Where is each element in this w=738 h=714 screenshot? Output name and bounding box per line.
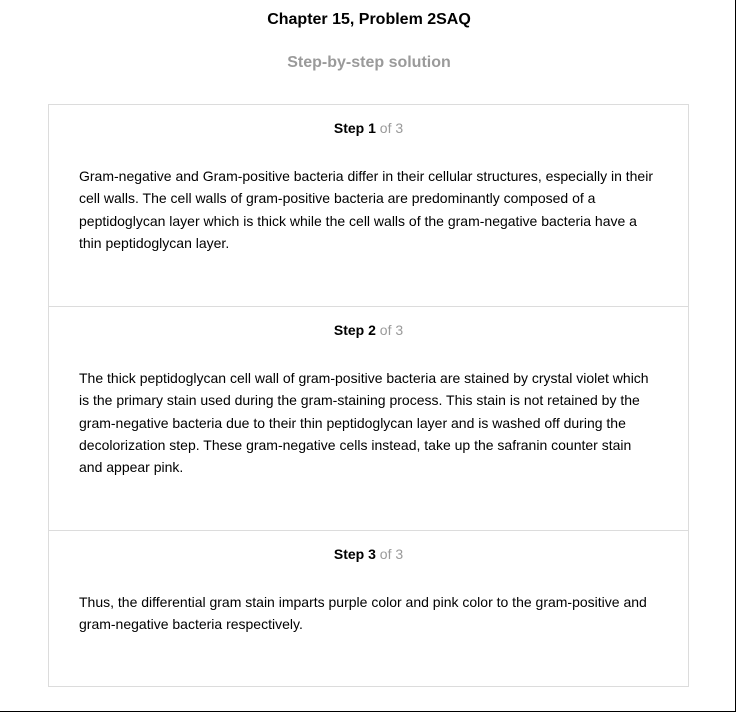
step-label: Step xyxy=(333,322,365,338)
solution-subtitle: Step-by-step solution xyxy=(287,54,451,71)
step-number: 1 xyxy=(368,120,376,136)
step-number: 3 xyxy=(368,546,376,562)
step-number: 2 xyxy=(368,322,376,338)
step-total: of 3 xyxy=(379,322,404,338)
step-label: Step xyxy=(333,546,365,562)
step-text: The thick peptidoglycan cell wall of gram-positive bacteria are stained by crystal violet which is the primary stain used during the gram-staining process. This stain is not retained by the gram-negative bacteria due to their thin peptidoglycan layer and is washed off during the decolorization step. These gram-negative cells instead, take up the safranin counter stain and appear pink. xyxy=(79,370,649,476)
step-header xyxy=(49,531,688,563)
solution-steps xyxy=(48,104,689,687)
step-text: Gram-negative and Gram-positive bacteria differ in their cellular structures, especially in their cell walls. The cell walls of gram-positive bacteria are predominantly composed of a peptidoglycan layer which is thick while the cell walls of the gram-negative bacteria have a thin peptidoglycan layer. xyxy=(79,168,653,251)
step-total: of 3 xyxy=(379,120,404,136)
step-label: Step xyxy=(333,120,365,136)
page-title: Chapter 15, Problem 2SAQ xyxy=(267,11,471,28)
step-header xyxy=(49,307,688,339)
step-card xyxy=(49,530,688,686)
step-card xyxy=(49,306,688,530)
step-header xyxy=(49,105,688,137)
step-card xyxy=(49,105,688,306)
step-total: of 3 xyxy=(379,546,404,562)
step-text: Thus, the differential gram stain imparts purple color and pink color to the gram-positive and gram-negative bacteria respectively. xyxy=(79,594,647,633)
